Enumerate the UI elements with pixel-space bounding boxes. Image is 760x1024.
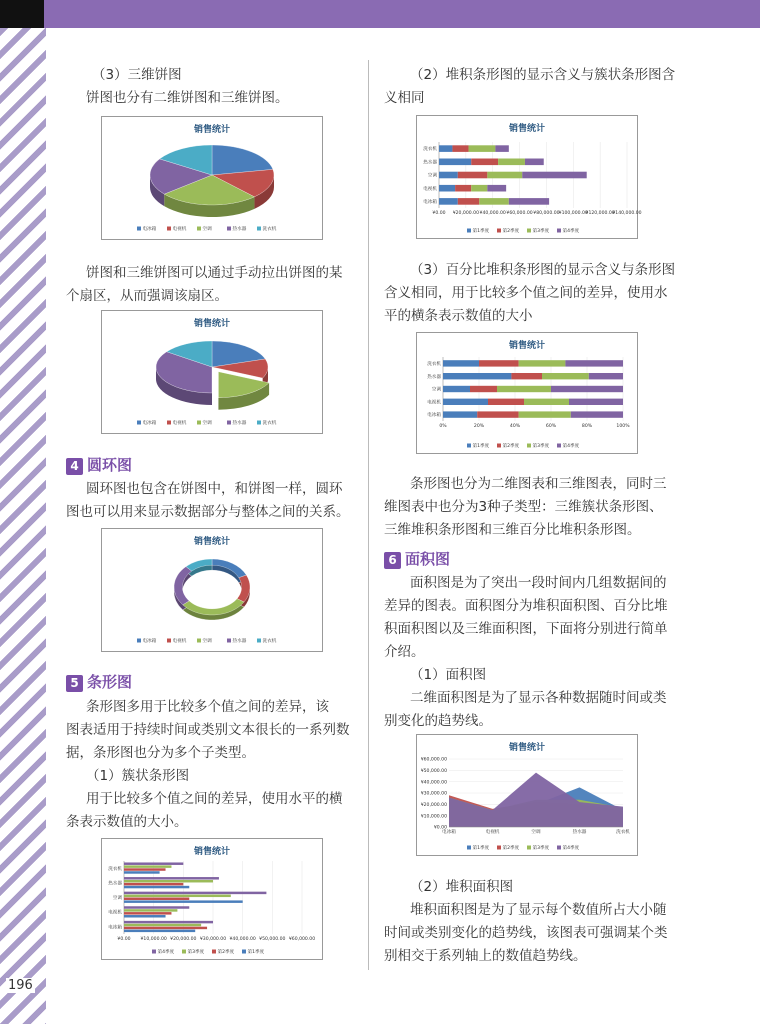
area-heading: （1）面积图 bbox=[410, 667, 487, 683]
area2d-text-1: 二维面积图是为了显示各种数据随时间或类 bbox=[410, 690, 667, 706]
bar-segment bbox=[439, 159, 471, 166]
x-tick-label: ¥140,000.00 bbox=[612, 211, 642, 216]
bar-segment bbox=[470, 386, 497, 392]
pct-text-3: 平的横条表示数值的大小 bbox=[384, 308, 533, 324]
bar-segment bbox=[443, 360, 479, 366]
x-tick-label: ¥60,000.00 bbox=[506, 211, 533, 216]
bar-segment bbox=[487, 172, 522, 179]
bar-segment bbox=[571, 411, 623, 417]
x-tick-label: 20% bbox=[473, 424, 485, 429]
bar bbox=[124, 877, 219, 879]
category-label: 电冰箱 bbox=[427, 413, 441, 419]
x-tick-label: ¥50,000.00 bbox=[259, 937, 286, 942]
x-tick-label: 100% bbox=[616, 424, 630, 429]
legend-label: 第4季度 bbox=[157, 950, 175, 955]
bar bbox=[124, 895, 231, 897]
bar-segment bbox=[519, 411, 571, 417]
section-6-number: 6 bbox=[384, 552, 401, 569]
legend-label: 电冰箱 bbox=[142, 227, 157, 232]
bar-segment bbox=[452, 145, 468, 152]
area2d-text-2: 别变化的趋势线。 bbox=[384, 713, 492, 729]
legend-swatch bbox=[497, 229, 501, 233]
legend-swatch bbox=[497, 444, 501, 448]
legend-label: 电冰箱 bbox=[142, 421, 157, 426]
legend-swatch bbox=[137, 227, 141, 231]
bar3d-text-1: 条形图也分为二维图表和三维图表，同时三 bbox=[410, 476, 667, 492]
clustered-text-1: 用于比较多个值之间的差异，使用水平的横 bbox=[86, 791, 343, 807]
bar bbox=[124, 909, 177, 911]
category-label: 热水器 bbox=[108, 881, 122, 887]
legend-swatch bbox=[167, 639, 171, 643]
category-label: 空调 bbox=[112, 896, 122, 902]
legend-label: 第2季度 bbox=[217, 950, 235, 955]
chart-stacked-bar bbox=[416, 115, 642, 239]
bar3d-text-2: 维图表中也分为3种子类型：三维簇状条形图、 bbox=[384, 499, 663, 515]
bar-segment bbox=[487, 185, 506, 192]
chart-clustered-bar bbox=[101, 838, 323, 960]
bar bbox=[124, 898, 189, 900]
bar bbox=[124, 921, 213, 923]
bar-segment bbox=[589, 373, 623, 379]
bar bbox=[124, 862, 183, 864]
donut-text-1: 圆环图也包含在饼图中，和饼图一样，圆环 bbox=[86, 481, 343, 497]
bar bbox=[124, 900, 243, 902]
page-number: 196 bbox=[8, 978, 33, 993]
x-tick-label: ¥80,000.00 bbox=[533, 211, 560, 216]
section-4-number: 4 bbox=[66, 458, 83, 475]
category-label: 电视机 bbox=[427, 400, 441, 406]
stacked-text-2: 义相同 bbox=[384, 90, 425, 106]
pct-text-2: 含义相同，用于比较多个值之间的差异，使用水 bbox=[384, 285, 668, 301]
x-tick-label: 60% bbox=[545, 424, 557, 429]
chart-title: 销售统计 bbox=[508, 124, 546, 134]
category-label: 电视机 bbox=[423, 186, 437, 192]
bar-segment bbox=[443, 411, 477, 417]
bar-text-2: 图表适用于持续时间或类别文本很长的一系列数 bbox=[66, 722, 350, 738]
y-tick-label: ¥0.00 bbox=[433, 825, 447, 831]
chart-pct-stacked-bar bbox=[416, 332, 638, 454]
bar-segment bbox=[458, 172, 488, 179]
bar-segment bbox=[509, 198, 549, 205]
legend-swatch bbox=[167, 227, 171, 231]
y-tick-label: ¥10,000.00 bbox=[420, 814, 447, 820]
bar-segment bbox=[458, 198, 479, 205]
y-tick-label: ¥20,000.00 bbox=[420, 802, 447, 808]
bar-segment bbox=[488, 399, 524, 405]
chart-pie3d-exploded bbox=[101, 310, 323, 434]
category-label: 洗衣机 bbox=[427, 362, 441, 367]
bar bbox=[124, 915, 166, 917]
section-6-heading bbox=[384, 548, 450, 569]
legend-swatch bbox=[557, 229, 561, 233]
x-tick-label: ¥20,000.00 bbox=[452, 211, 480, 216]
legend-swatch bbox=[242, 950, 246, 954]
x-tick-label: 空调 bbox=[531, 830, 541, 835]
legend-label: 电视机 bbox=[172, 639, 187, 644]
legend-label: 第1季度 bbox=[472, 444, 490, 449]
bar bbox=[124, 892, 266, 894]
bar-segment bbox=[455, 185, 471, 192]
legend-label: 热水器 bbox=[232, 227, 247, 232]
area-text-1: 面积图是为了突出一段时间内几组数据间的 bbox=[410, 575, 667, 591]
stacked-text-1: （2）堆积条形图的显示含义与簇状条形图含 bbox=[410, 67, 676, 83]
bar bbox=[124, 865, 171, 867]
pull-text-2: 个扇区，从而强调该扇区。 bbox=[66, 288, 228, 304]
x-tick-label: ¥40,000.00 bbox=[229, 937, 256, 942]
legend-swatch bbox=[257, 421, 261, 425]
top-banner bbox=[0, 0, 760, 28]
legend-swatch bbox=[227, 639, 231, 643]
legend-label: 电冰箱 bbox=[142, 639, 157, 644]
category-label: 电冰箱 bbox=[108, 925, 122, 931]
column-divider bbox=[368, 60, 369, 970]
bar-segment bbox=[439, 172, 458, 179]
x-tick-label: ¥30,000.00 bbox=[199, 937, 227, 942]
legend-label: 空调 bbox=[202, 421, 212, 426]
legend-label: 第1季度 bbox=[472, 846, 490, 851]
bar-segment bbox=[443, 386, 470, 392]
legend-label: 第2季度 bbox=[502, 229, 520, 234]
category-label: 电冰箱 bbox=[423, 200, 437, 205]
legend-swatch bbox=[527, 846, 531, 850]
area-text-4: 介绍。 bbox=[384, 644, 425, 660]
legend-swatch bbox=[212, 950, 216, 954]
bar bbox=[124, 880, 213, 882]
bar-segment bbox=[569, 399, 623, 405]
legend-label: 第1季度 bbox=[247, 950, 265, 955]
legend-label: 洗衣机 bbox=[262, 639, 277, 644]
stacked-area-text-3: 别相交于系列轴上的数值趋势线。 bbox=[384, 948, 587, 964]
bar-text-3: 据，条形图也分为多个子类型。 bbox=[66, 745, 255, 761]
legend-swatch bbox=[182, 950, 186, 954]
bar bbox=[124, 886, 189, 888]
chart-pie3d bbox=[101, 116, 323, 240]
bar-segment bbox=[565, 360, 623, 366]
clustered-heading: （1）簇状条形图 bbox=[86, 768, 190, 784]
bar-segment bbox=[495, 145, 508, 152]
legend-swatch bbox=[227, 421, 231, 425]
category-label: 洗衣机 bbox=[108, 866, 122, 872]
legend-swatch bbox=[527, 444, 531, 448]
chart-title: 销售统计 bbox=[193, 319, 231, 329]
legend-swatch bbox=[197, 227, 201, 231]
legend-swatch bbox=[257, 227, 261, 231]
bar-segment bbox=[498, 159, 525, 166]
bar-segment bbox=[551, 386, 623, 392]
bar-segment bbox=[439, 145, 452, 152]
category-label: 洗衣机 bbox=[423, 147, 437, 153]
legend-swatch bbox=[467, 229, 471, 233]
legend-swatch bbox=[197, 639, 201, 643]
x-tick-label: 0% bbox=[439, 424, 447, 429]
section-4-title: 圆环图 bbox=[87, 456, 133, 474]
bar-segment bbox=[443, 399, 488, 405]
legend-swatch bbox=[557, 444, 561, 448]
chart-title: 销售统计 bbox=[193, 847, 231, 857]
y-tick-label: ¥30,000.00 bbox=[420, 791, 447, 797]
x-tick-label: ¥0.00 bbox=[117, 937, 131, 942]
x-tick-label: ¥60,000.00 bbox=[288, 937, 316, 942]
x-tick-label: 40% bbox=[509, 424, 521, 429]
y-tick-label: ¥50,000.00 bbox=[420, 768, 447, 774]
legend-swatch bbox=[137, 639, 141, 643]
legend-label: 空调 bbox=[202, 227, 212, 232]
legend-swatch bbox=[152, 950, 156, 954]
bar-segment bbox=[522, 172, 586, 179]
x-tick-label: 电视机 bbox=[485, 830, 500, 835]
bar-segment bbox=[439, 198, 458, 205]
legend-label: 第3季度 bbox=[532, 229, 550, 234]
legend-label: 第4季度 bbox=[562, 229, 580, 234]
bar-segment bbox=[471, 159, 498, 166]
y-tick-label: ¥40,000.00 bbox=[420, 780, 447, 786]
bar3d-text-3: 三维堆积条形图和三维百分比堆积条形图。 bbox=[384, 522, 641, 538]
bar bbox=[124, 871, 160, 873]
clustered-text-2: 条表示数值的大小。 bbox=[66, 814, 188, 830]
x-tick-label: ¥100,000.00 bbox=[558, 211, 588, 216]
legend-swatch bbox=[557, 846, 561, 850]
bar-segment bbox=[519, 360, 566, 366]
legend-swatch bbox=[467, 846, 471, 850]
bar bbox=[124, 868, 166, 870]
x-tick-label: 电冰箱 bbox=[442, 830, 456, 835]
category-label: 热水器 bbox=[423, 160, 437, 166]
bar bbox=[124, 883, 183, 885]
x-tick-label: 80% bbox=[581, 424, 593, 429]
section-5-number: 5 bbox=[66, 675, 83, 692]
x-tick-label: ¥20,000.00 bbox=[170, 937, 197, 942]
category-label: 空调 bbox=[427, 173, 437, 179]
section-5-title: 条形图 bbox=[87, 673, 133, 691]
legend-label: 第3季度 bbox=[187, 950, 205, 955]
bar-segment bbox=[511, 373, 542, 379]
legend-swatch bbox=[497, 846, 501, 850]
bar bbox=[124, 912, 171, 914]
bar-segment bbox=[469, 145, 496, 152]
bar-segment bbox=[477, 411, 518, 417]
x-tick-label: ¥10,000.00 bbox=[140, 937, 167, 942]
bar bbox=[124, 924, 201, 926]
bar-segment bbox=[443, 373, 511, 379]
bar-segment bbox=[479, 360, 519, 366]
legend-label: 热水器 bbox=[232, 421, 247, 426]
legend-label: 第3季度 bbox=[532, 846, 550, 851]
bar-segment bbox=[471, 185, 487, 192]
section-4-heading bbox=[66, 454, 132, 475]
chart-title: 销售统计 bbox=[193, 537, 231, 547]
chart-title: 销售统计 bbox=[508, 743, 546, 753]
bar-segment bbox=[439, 185, 455, 192]
stacked-area-heading: （2）堆积面积图 bbox=[410, 879, 514, 895]
section-6-title: 面积图 bbox=[405, 550, 451, 568]
category-label: 空调 bbox=[431, 387, 441, 393]
legend-swatch bbox=[167, 421, 171, 425]
pie3d-heading: （3）三维饼图 bbox=[92, 67, 182, 83]
legend-swatch bbox=[197, 421, 201, 425]
chart-title: 销售统计 bbox=[508, 341, 546, 351]
section-5-heading bbox=[66, 671, 132, 692]
stacked-area-text-2: 时间或类别变化的趋势线，该图表可强调某个类 bbox=[384, 925, 668, 941]
y-tick-label: ¥60,000.00 bbox=[420, 757, 447, 763]
x-tick-label: ¥0.00 bbox=[432, 211, 446, 216]
bar bbox=[124, 927, 207, 929]
bar-text-1: 条形图多用于比较多个值之间的差异，该 bbox=[86, 699, 329, 715]
chart-donut bbox=[101, 528, 323, 652]
category-label: 电视机 bbox=[108, 910, 122, 916]
pull-text-1: 饼图和三维饼图可以通过手动拉出饼图的某 bbox=[86, 265, 343, 281]
legend-swatch bbox=[227, 227, 231, 231]
donut-text-2: 图也可以用来显示数据部分与整体之间的关系。 bbox=[66, 504, 350, 520]
legend-swatch bbox=[137, 421, 141, 425]
bar bbox=[124, 906, 189, 908]
legend-label: 热水器 bbox=[232, 639, 247, 644]
bar bbox=[124, 930, 195, 932]
legend-label: 第4季度 bbox=[562, 846, 580, 851]
bar-segment bbox=[542, 373, 589, 379]
legend-swatch bbox=[527, 229, 531, 233]
area-text-2: 差异的图表。面积图分为堆积面积图、百分比堆 bbox=[384, 598, 668, 614]
legend-label: 电视机 bbox=[172, 421, 187, 426]
x-tick-label: ¥120,000.00 bbox=[585, 211, 615, 216]
legend-swatch bbox=[467, 444, 471, 448]
legend-swatch bbox=[257, 639, 261, 643]
legend-label: 第4季度 bbox=[562, 444, 580, 449]
legend-label: 第2季度 bbox=[502, 846, 520, 851]
legend-label: 电视机 bbox=[172, 227, 187, 232]
bar-segment bbox=[497, 386, 551, 392]
legend-label: 第2季度 bbox=[502, 444, 520, 449]
stacked-area-text-1: 堆积面积图是为了显示每个数值所占大小随 bbox=[410, 902, 667, 918]
chart-title: 销售统计 bbox=[193, 125, 231, 135]
legend-label: 洗衣机 bbox=[262, 421, 277, 426]
legend-label: 空调 bbox=[202, 639, 212, 644]
x-tick-label: 热水器 bbox=[572, 830, 587, 835]
legend-label: 第3季度 bbox=[532, 444, 550, 449]
bar-segment bbox=[524, 399, 569, 405]
bar-segment bbox=[479, 198, 509, 205]
category-label: 热水器 bbox=[427, 374, 441, 380]
area-text-3: 积面积图以及三维面积图，下面将分别进行简单 bbox=[384, 621, 668, 637]
x-tick-label: ¥40,000.00 bbox=[479, 211, 506, 216]
side-stripe bbox=[0, 28, 46, 1024]
x-tick-label: 洗衣机 bbox=[616, 830, 630, 835]
pct-text-1: （3）百分比堆积条形图的显示含义与条形图 bbox=[410, 262, 676, 278]
bar-segment bbox=[525, 159, 544, 166]
pie3d-text: 饼图也分有二维饼图和三维饼图。 bbox=[86, 90, 289, 106]
top-banner-corner bbox=[0, 0, 44, 28]
chart-area bbox=[416, 734, 638, 856]
legend-label: 第1季度 bbox=[472, 229, 490, 234]
legend-label: 洗衣机 bbox=[262, 227, 277, 232]
